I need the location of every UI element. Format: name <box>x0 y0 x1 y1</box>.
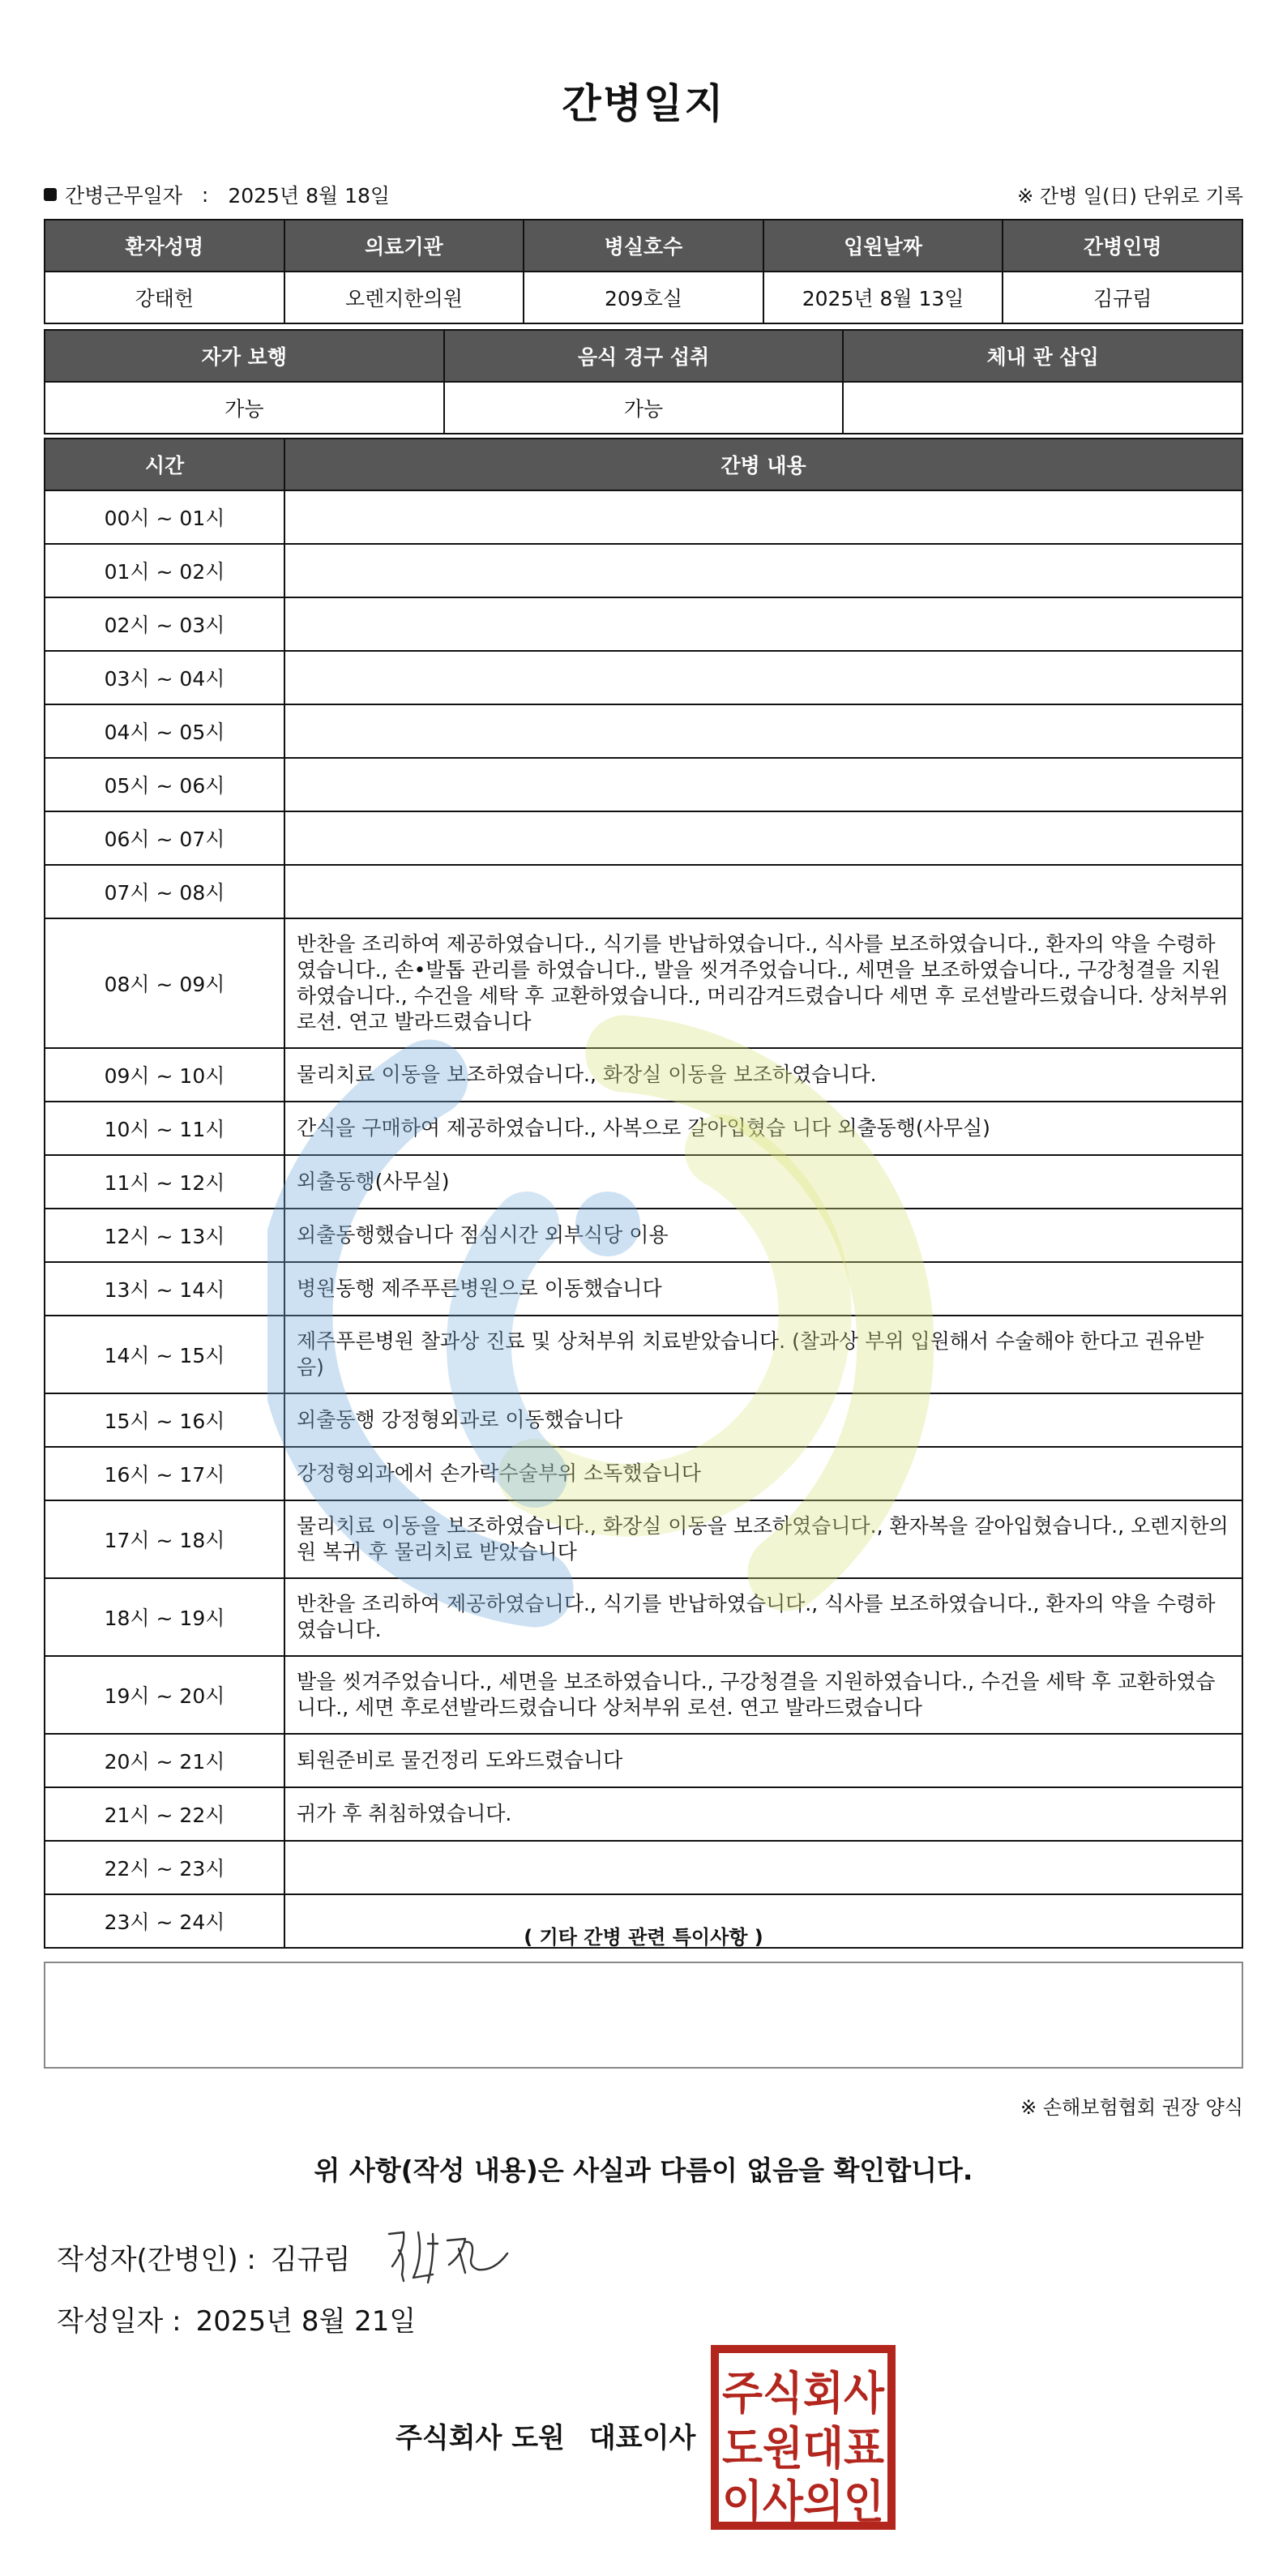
care-log-time: 03시 ~ 04시 <box>45 651 284 704</box>
header-walking: 자가 보행 <box>45 330 444 382</box>
patient-info-header-row <box>45 220 1242 272</box>
patient-status-header-row <box>45 330 1242 382</box>
care-log-time: 07시 ~ 08시 <box>45 865 284 918</box>
care-log-content: 제주푸른병원 찰과상 진료 및 상처부위 치료받았습니다. (찰과상 부위 입원해서 수술해야 한다고 권유받음) <box>284 1316 1242 1393</box>
care-log-content: 외출동행 강정형외과로 이동했습니다 <box>284 1393 1242 1447</box>
room-number: 209호실 <box>524 272 763 323</box>
record-unit-note: ※ 간병 일(日) 단위로 기록 <box>1017 185 1243 208</box>
care-log-row <box>45 1500 1242 1578</box>
care-log-content: 간식을 구매하여 제공하였습니다., 사복으로 갈아입혔습 니다 외출동행(사무실) <box>284 1102 1242 1155</box>
header-room: 병실호수 <box>524 220 763 272</box>
special-notes-box <box>44 1962 1243 2069</box>
caregiver-name: 김규림 <box>1003 272 1242 323</box>
work-date-line <box>44 180 390 209</box>
writer-label: 작성자(간병인) : <box>57 2244 256 2276</box>
hospital-name: 오렌지한의원 <box>284 272 524 323</box>
care-log-content: 물리치료 이동을 보조하였습니다., 화장실 이동을 보조하였습니다. <box>284 1048 1242 1102</box>
header-patient-name: 환자성명 <box>45 220 284 272</box>
special-notes-title: ( 기타 간병 관련 특이사항 ) <box>524 1926 763 1949</box>
care-log-content: 반찬을 조리하여 제공하였습니다., 식기를 반납하였습니다., 식사를 보조하였습니다., 환자의 약을 수령하였습니다., 손•발톱 관리를 하였습니다., 발을 씻겨주었습니다., 세면을 보조하였습니다., 구강청결을 지원하였습니다., 수건을 세탁 후 교환하였습니다., 머리감겨드렸습니다 세면 후 로션발라드렸습니다. 상처부위 로션. 연고 발라드렸습니다 <box>284 918 1242 1048</box>
care-log-row <box>45 811 1242 865</box>
header-caregiver-name: 간병인명 <box>1003 220 1242 272</box>
care-log-row <box>45 597 1242 651</box>
care-log-header-row <box>45 439 1242 490</box>
oral-intake-status: 가능 <box>444 382 844 434</box>
care-log-time: 14시 ~ 15시 <box>45 1316 284 1393</box>
recommended-form-note: ※ 손해보험협회 권장 양식 <box>1020 2096 1243 2119</box>
care-log-content <box>284 544 1242 597</box>
care-log-row <box>45 651 1242 704</box>
admission-date: 2025년 8월 13일 <box>763 272 1003 323</box>
care-log-time: 00시 ~ 01시 <box>45 490 284 544</box>
svg-text:이사의인: 이사의인 <box>722 2476 884 2529</box>
patient-status-table <box>44 329 1243 434</box>
care-log-time: 01시 ~ 02시 <box>45 544 284 597</box>
patient-info-value-row <box>45 272 1242 323</box>
handwritten-signature-icon <box>381 2224 519 2289</box>
care-log-content <box>284 811 1242 865</box>
document-title: 간병일지 <box>562 80 725 127</box>
care-log-time: 15시 ~ 16시 <box>45 1393 284 1447</box>
care-log-content: 강정형외과에서 손가락수술부위 소독했습니다 <box>284 1447 1242 1500</box>
tube-insertion-status <box>843 382 1242 434</box>
care-log-content <box>284 490 1242 544</box>
care-log-time: 08시 ~ 09시 <box>45 918 284 1048</box>
header-oral-intake: 음식 경구 섭취 <box>444 330 844 382</box>
written-date-label: 작성일자 : <box>57 2305 182 2338</box>
care-log-content <box>284 597 1242 651</box>
care-log-time: 10시 ~ 11시 <box>45 1102 284 1155</box>
care-log-row <box>45 1316 1242 1393</box>
care-log-content: 퇴원준비로 물건정리 도와드렸습니다 <box>284 1734 1242 1787</box>
care-log-time: 18시 ~ 19시 <box>45 1578 284 1656</box>
care-log-row <box>45 1209 1242 1262</box>
header-admission-date: 입원날짜 <box>763 220 1003 272</box>
care-log-row <box>45 1393 1242 1447</box>
care-log-time: 13시 ~ 14시 <box>45 1262 284 1316</box>
care-log-time: 04시 ~ 05시 <box>45 704 284 758</box>
care-log-time: 06시 ~ 07시 <box>45 811 284 865</box>
work-date-label: 간병근무일자 <box>65 184 182 208</box>
care-log-row <box>45 1048 1242 1102</box>
care-log-time: 23시 ~ 24시 <box>45 1894 284 1948</box>
patient-info-table <box>44 219 1243 324</box>
writer-line <box>57 2237 350 2277</box>
care-log-time: 11시 ~ 12시 <box>45 1155 284 1209</box>
care-log-time: 16시 ~ 17시 <box>45 1447 284 1500</box>
care-log-row <box>45 758 1242 811</box>
work-date-value: 2025년 8월 18일 <box>228 184 391 208</box>
company-line <box>396 2416 695 2455</box>
svg-text:도원대표: 도원대표 <box>722 2423 884 2475</box>
written-date-line <box>57 2299 416 2339</box>
ceo-label: 대표이사 <box>588 2422 696 2454</box>
care-log-row <box>45 1734 1242 1787</box>
care-log-row <box>45 1102 1242 1155</box>
patient-name: 강태헌 <box>45 272 284 323</box>
care-log-row <box>45 544 1242 597</box>
bullet-square-icon <box>44 188 57 201</box>
care-log-rows <box>45 490 1242 1948</box>
care-log-time: 17시 ~ 18시 <box>45 1500 284 1578</box>
writer-name: 김규림 <box>270 2244 351 2276</box>
care-log-content <box>284 758 1242 811</box>
care-log-row <box>45 1841 1242 1894</box>
care-log-row <box>45 1578 1242 1656</box>
company-seal-icon <box>710 2344 896 2531</box>
care-log-row <box>45 704 1242 758</box>
header-hospital: 의료기관 <box>284 220 524 272</box>
care-log-content <box>284 865 1242 918</box>
care-log-row <box>45 1262 1242 1316</box>
care-log-content: 반찬을 조리하여 제공하였습니다., 식기를 반납하였습니다., 식사를 보조하였습니다., 환자의 약을 수령하였습니다. <box>284 1578 1242 1656</box>
work-date-separator: : <box>201 182 209 207</box>
svg-text:주식회사: 주식회사 <box>722 2368 885 2420</box>
confirmation-statement: 위 사항(작성 내용)은 사실과 다름이 없음을 확인합니다. <box>314 2155 973 2186</box>
care-log-row <box>45 1656 1242 1734</box>
care-log-row <box>45 1787 1242 1841</box>
header-care-content: 간병 내용 <box>284 439 1242 490</box>
care-log-time: 21시 ~ 22시 <box>45 1787 284 1841</box>
care-log-content: 물리치료 이동을 보조하였습니다., 화장실 이동을 보조하였습니다., 환자복을 갈아입혔습니다., 오렌지한의원 복귀 후 물리치료 받았습니다 <box>284 1500 1242 1578</box>
written-date-value: 2025년 8월 21일 <box>195 2305 417 2338</box>
care-log-content <box>284 651 1242 704</box>
care-log-time: 19시 ~ 20시 <box>45 1656 284 1734</box>
walking-status: 가능 <box>45 382 444 434</box>
care-log-content: 외출동행했습니다 점심시간 외부식당 이용 <box>284 1209 1242 1262</box>
care-log-content: 발을 씻겨주었습니다., 세면을 보조하였습니다., 구강청결을 지원하였습니다., 수건을 세탁 후 교환하였습니다., 세면 후로션발라드렸습니다 상처부위 로션. 연고 발라드렸습니다 <box>284 1656 1242 1734</box>
care-log-row <box>45 490 1242 544</box>
patient-status-value-row <box>45 382 1242 434</box>
care-log-row <box>45 865 1242 918</box>
care-log-time: 20시 ~ 21시 <box>45 1734 284 1787</box>
care-log-row <box>45 1155 1242 1209</box>
care-log-time: 02시 ~ 03시 <box>45 597 284 651</box>
care-log-row <box>45 918 1242 1048</box>
hourly-care-log-table <box>44 438 1243 1949</box>
care-log-time: 12시 ~ 13시 <box>45 1209 284 1262</box>
header-time: 시간 <box>45 439 284 490</box>
care-log-time: 22시 ~ 23시 <box>45 1841 284 1894</box>
care-log-row <box>45 1447 1242 1500</box>
care-log-content: 귀가 후 취침하였습니다. <box>284 1787 1242 1841</box>
care-log-content: 외출동행(사무실) <box>284 1155 1242 1209</box>
care-log-content <box>284 1841 1242 1894</box>
care-log-content: 병원동행 제주푸른병원으로 이동했습니다 <box>284 1262 1242 1316</box>
company-name: 주식회사 도원 <box>396 2422 565 2454</box>
care-log-time: 09시 ~ 10시 <box>45 1048 284 1102</box>
header-tube-insertion: 체내 관 삽입 <box>843 330 1242 382</box>
care-log-time: 05시 ~ 06시 <box>45 758 284 811</box>
care-log-content <box>284 704 1242 758</box>
